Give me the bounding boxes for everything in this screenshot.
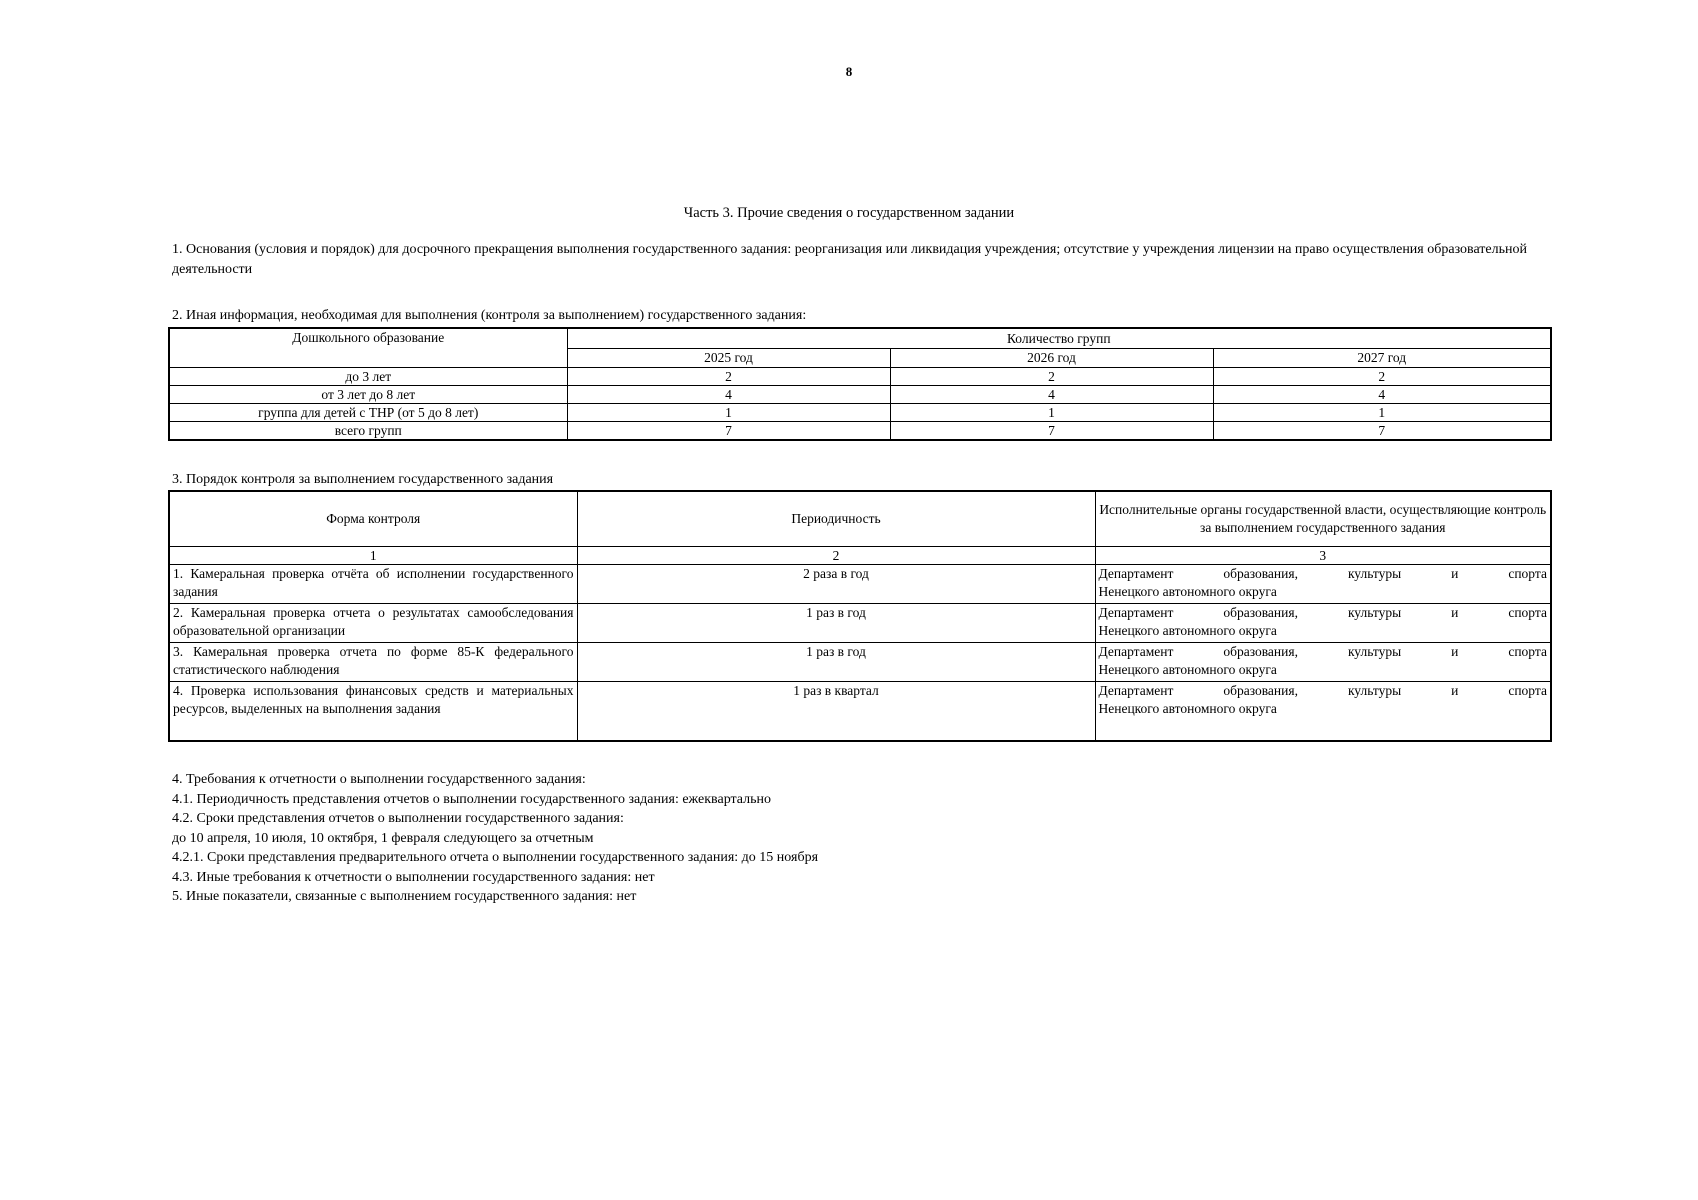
cell-value: 7 bbox=[567, 422, 890, 441]
control-org bbox=[1095, 643, 1551, 682]
requirement-line: 4. Требования к отчетности о выполнении государственного задания: bbox=[172, 772, 586, 787]
table-row bbox=[169, 386, 1551, 404]
control-period: 1 раз в квартал bbox=[577, 682, 1095, 742]
control-form: 2. Камеральная проверка отчета о результатах самообследования образовательной организации bbox=[169, 604, 577, 643]
org-line-2: Ненецкого автономного округа bbox=[1098, 623, 1277, 638]
org-word: образования, bbox=[1223, 605, 1298, 620]
row-label: группа для детей с ТНР (от 5 до 8 лет) bbox=[169, 404, 567, 422]
cell-value: 2 bbox=[567, 368, 890, 386]
row-label: всего групп bbox=[169, 422, 567, 441]
row-label: до 3 лет bbox=[169, 368, 567, 386]
control-org bbox=[1095, 604, 1551, 643]
table-row bbox=[169, 368, 1551, 386]
org-word: культуры bbox=[1347, 605, 1402, 620]
groups-table bbox=[168, 327, 1552, 441]
table-row bbox=[169, 682, 1551, 742]
org-word: спорта bbox=[1508, 644, 1547, 659]
org-word: и bbox=[1451, 566, 1459, 581]
section-2-title: 2. Иная информация, необходимая для выполнения (контроля за выполнением) государственного задания: bbox=[172, 308, 807, 323]
year-header: 2026 год bbox=[890, 348, 1213, 367]
org-line-1 bbox=[1099, 682, 1548, 700]
col-number: 3 bbox=[1095, 547, 1551, 565]
control-table bbox=[168, 490, 1552, 742]
control-header-org: Исполнительные органы государственной власти, осуществляющие контроль за выполнением государственного задания bbox=[1095, 491, 1551, 547]
year-header: 2025 год bbox=[567, 348, 890, 367]
col-number: 2 bbox=[577, 547, 1095, 565]
control-form: 4. Проверка использования финансовых средств и материальных ресурсов, выделенных на выполнения задания bbox=[169, 682, 577, 742]
section-3-title: 3. Порядок контроля за выполнением государственного задания bbox=[172, 472, 554, 487]
requirement-line: 5. Иные показатели, связанные с выполнением государственного задания: нет bbox=[172, 889, 637, 904]
org-word: образования, bbox=[1223, 683, 1298, 698]
control-form: 3. Камеральная проверка отчета по форме 85-К федерального статистического наблюдения bbox=[169, 643, 577, 682]
org-word: и bbox=[1451, 683, 1459, 698]
col-number: 1 bbox=[169, 547, 577, 565]
table-row bbox=[169, 404, 1551, 422]
org-word: Департамент bbox=[1098, 566, 1174, 581]
org-line-2: Ненецкого автономного округа bbox=[1098, 584, 1277, 599]
page-number: 8 bbox=[845, 64, 853, 79]
control-header-period: Периодичность bbox=[577, 491, 1095, 547]
org-word: и bbox=[1451, 644, 1459, 659]
requirements-block bbox=[172, 770, 818, 907]
table-row bbox=[169, 422, 1551, 441]
cell-value: 2 bbox=[890, 368, 1213, 386]
groups-col0-header: Дошкольного образование bbox=[169, 328, 567, 368]
control-form: 1. Камеральная проверка отчёта об исполнении государственного задания bbox=[169, 565, 577, 604]
cell-value: 1 bbox=[1213, 404, 1551, 422]
control-header-row bbox=[169, 491, 1551, 547]
part-title: Часть 3. Прочие сведения о государственном задании bbox=[683, 205, 1015, 221]
table-row bbox=[169, 643, 1551, 682]
section-1-text: 1. Основания (условия и порядок) для досрочного прекращения выполнения государственного задания: реорганизация или ликвидация учреждения; отсутствие у учреждения лицензии на право осуществления образовательной деятельности bbox=[172, 242, 1527, 277]
table-row bbox=[169, 565, 1551, 604]
org-word: Департамент bbox=[1098, 605, 1174, 620]
control-org bbox=[1095, 682, 1551, 742]
org-word: культуры bbox=[1347, 566, 1402, 581]
cell-value: 7 bbox=[890, 422, 1213, 441]
control-period: 1 раз в год bbox=[577, 604, 1095, 643]
requirement-line: 4.3. Иные требования к отчетности о выполнении государственного задания: нет bbox=[172, 869, 655, 885]
org-line-1 bbox=[1099, 565, 1548, 583]
org-word: культуры bbox=[1347, 644, 1402, 659]
org-word: спорта bbox=[1508, 566, 1547, 581]
org-word: культуры bbox=[1347, 683, 1402, 698]
control-header-form: Форма контроля bbox=[169, 491, 577, 547]
year-header: 2027 год bbox=[1213, 348, 1551, 367]
org-word: образования, bbox=[1223, 566, 1298, 581]
org-word: Департамент bbox=[1098, 644, 1174, 659]
cell-value: 4 bbox=[1213, 386, 1551, 404]
org-word: спорта bbox=[1508, 605, 1547, 620]
org-word: и bbox=[1451, 605, 1459, 620]
cell-value: 1 bbox=[890, 404, 1213, 422]
control-period: 2 раза в год bbox=[577, 565, 1095, 604]
org-line-1 bbox=[1099, 604, 1548, 622]
requirement-line: 4.1. Периодичность представления отчетов о выполнении государственного задания: ежеквартально bbox=[172, 791, 771, 807]
org-line-2: Ненецкого автономного округа bbox=[1098, 701, 1277, 716]
org-line-1 bbox=[1099, 643, 1548, 661]
requirement-line: 4.2.1. Сроки представления предварительного отчета о выполнении государственного задания: до 15 ноября bbox=[172, 850, 819, 865]
requirement-line: до 10 апреля, 10 июля, 10 октября, 1 февраля следующего за отчетным bbox=[172, 830, 594, 846]
row-label: от 3 лет до 8 лет bbox=[169, 386, 567, 404]
cell-value: 1 bbox=[567, 404, 890, 422]
org-line-2: Ненецкого автономного округа bbox=[1098, 662, 1277, 677]
control-org bbox=[1095, 565, 1551, 604]
table-row bbox=[169, 604, 1551, 643]
cell-value: 4 bbox=[567, 386, 890, 404]
groups-header-row bbox=[169, 328, 1551, 348]
org-word: образования, bbox=[1223, 644, 1298, 659]
org-word: спорта bbox=[1508, 683, 1547, 698]
requirement-line: 4.2. Сроки представления отчетов о выполнении государственного задания: bbox=[172, 811, 624, 826]
control-colnum-row bbox=[169, 547, 1551, 565]
groups-count-header: Количество групп bbox=[567, 328, 1551, 348]
cell-value: 2 bbox=[1213, 368, 1551, 386]
cell-value: 7 bbox=[1213, 422, 1551, 441]
cell-value: 4 bbox=[890, 386, 1213, 404]
control-period: 1 раз в год bbox=[577, 643, 1095, 682]
org-word: Департамент bbox=[1098, 683, 1174, 698]
